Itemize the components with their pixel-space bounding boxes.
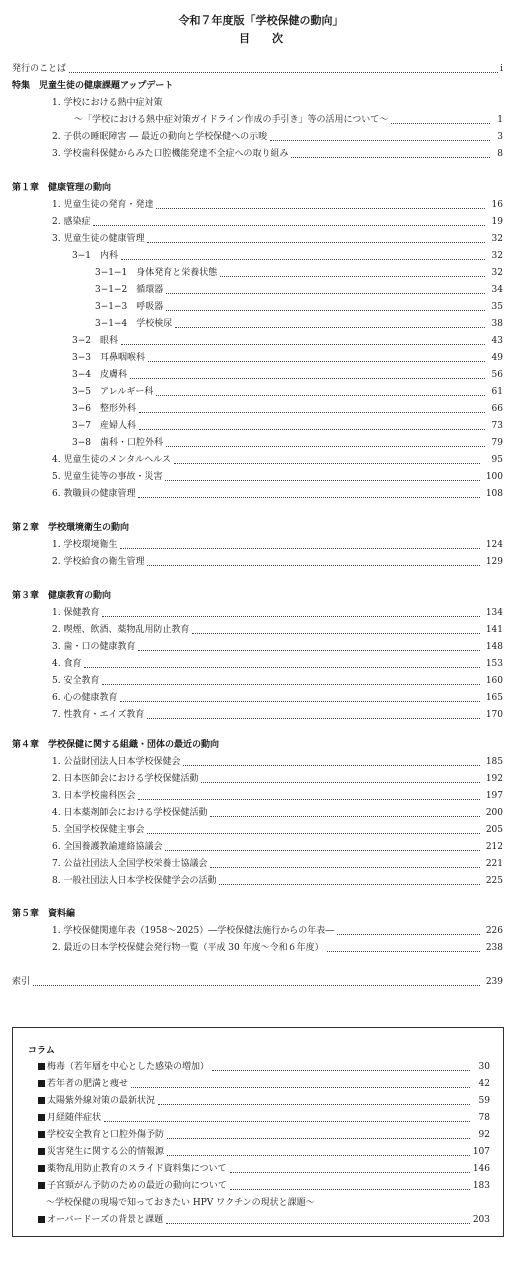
entry-label	[52, 941, 324, 956]
page-number: 16	[491, 200, 503, 210]
page-number: 30	[478, 1062, 490, 1072]
entry-text: 2. 喫煙、飲酒、薬物乱用防止教育	[52, 625, 190, 635]
page-number: 221	[485, 859, 503, 869]
page-number: 79	[491, 438, 503, 448]
dot-leader	[102, 684, 480, 685]
dot-leader	[167, 1138, 470, 1139]
section-row	[0, 589, 522, 604]
entry-label	[72, 351, 145, 366]
toc-row	[0, 436, 522, 451]
entry-text: 3−1 内科	[72, 251, 118, 261]
page-number: i	[500, 64, 503, 74]
column-item	[0, 1128, 522, 1143]
section-heading	[12, 589, 111, 604]
bullet-square-icon	[38, 1165, 45, 1172]
toc-row	[0, 941, 522, 956]
entry-text: 3. 児童生徒の健康管理	[52, 234, 145, 244]
entry-label	[38, 1128, 164, 1143]
dot-leader	[166, 446, 485, 447]
entry-label	[38, 1077, 128, 1092]
page-number: 1	[497, 115, 503, 125]
toc-row	[0, 385, 522, 400]
entry-text: 3. 歯・口の健康教育	[52, 642, 136, 652]
page-number: 38	[491, 319, 503, 329]
entry-label	[52, 772, 198, 787]
entry-label	[38, 1213, 163, 1228]
toc-row	[0, 62, 522, 77]
page-number: 66	[491, 404, 503, 414]
column-item	[0, 1060, 522, 1075]
toc-row	[0, 402, 522, 417]
entry-label	[72, 436, 163, 451]
dot-leader	[69, 72, 498, 73]
toc-row	[0, 772, 522, 787]
page-number: 192	[485, 774, 503, 784]
toc-row	[0, 975, 522, 990]
column-heading: コラム	[28, 1046, 55, 1056]
page-number: 3	[497, 132, 503, 142]
dot-leader	[167, 1155, 470, 1156]
entry-label	[52, 640, 135, 655]
page-number: 19	[491, 217, 503, 227]
section-row	[0, 738, 522, 753]
entry-label	[38, 1179, 227, 1194]
dot-leader	[175, 327, 485, 328]
dot-leader	[230, 1172, 470, 1173]
entry-text: 太陽紫外線対策の最新状況	[47, 1096, 156, 1106]
page-number: 32	[491, 251, 503, 261]
entry-label	[52, 130, 267, 145]
entry-label	[38, 1094, 155, 1109]
toc-row	[0, 249, 522, 264]
page-number: 43	[491, 336, 503, 346]
entry-text: 5. 全国学校保健主事会	[52, 825, 145, 835]
page-number: 153	[485, 659, 503, 669]
dot-leader	[166, 293, 485, 294]
entry-label	[72, 419, 136, 434]
toc-row	[0, 789, 522, 804]
entry-label	[38, 1162, 227, 1177]
toc-row	[0, 823, 522, 838]
page-number: 61	[491, 387, 503, 397]
toc-row	[0, 538, 522, 553]
section-heading	[12, 181, 111, 196]
entry-label	[12, 975, 30, 990]
entry-label	[95, 283, 163, 298]
toc-row	[0, 419, 522, 434]
dot-leader	[183, 765, 480, 766]
toc-row	[0, 147, 522, 162]
dot-leader	[174, 463, 480, 464]
toc-row	[0, 555, 522, 570]
dot-leader	[84, 667, 480, 668]
entry-text: 第２章 学校環境衛生の動向	[12, 523, 130, 533]
page-number: 108	[485, 489, 503, 499]
bullet-square-icon	[38, 1063, 45, 1070]
entry-label	[52, 806, 207, 821]
entry-text: 薬物乱用防止教育のスライド資料集について	[47, 1164, 227, 1174]
entry-text: 3−8 歯科・口腔外科	[72, 438, 163, 448]
dot-leader	[337, 934, 480, 935]
page-number: 239	[485, 977, 503, 987]
dot-leader	[210, 867, 480, 868]
page-number: 8	[497, 149, 503, 159]
entry-text: 3−1−1 身体発育と栄養状態	[95, 268, 218, 278]
dot-leader	[120, 701, 480, 702]
entry-label	[38, 1145, 164, 1160]
toc-row	[0, 351, 522, 366]
page-number: 95	[491, 455, 503, 465]
toc-row	[0, 215, 522, 230]
entry-label	[38, 1060, 209, 1075]
dot-leader	[138, 799, 480, 800]
entry-label	[52, 823, 144, 838]
page-number: 238	[485, 943, 503, 953]
entry-text: 4. 児童生徒のメンタルヘルス	[52, 455, 171, 465]
dot-leader	[147, 718, 480, 719]
dot-leader	[120, 548, 480, 549]
entry-label	[52, 924, 334, 939]
page-number: 78	[478, 1113, 490, 1123]
contents-heading: 目 次	[239, 32, 283, 45]
entry-text: 1. 保健教育	[52, 608, 100, 618]
page-number: 183	[472, 1181, 490, 1191]
entry-text: 索引	[12, 977, 31, 987]
toc-row	[0, 198, 522, 213]
dot-leader	[156, 395, 485, 396]
toc-row	[0, 487, 522, 502]
entry-label	[52, 623, 189, 638]
toc-row	[0, 300, 522, 315]
column-item	[0, 1094, 522, 1109]
entry-text: 〜学校保健の現場で知っておきたい HPV ワクチンの現状と課題〜	[46, 1198, 315, 1208]
entry-text: オーバードーズの背景と課題	[47, 1215, 164, 1225]
entry-label	[52, 215, 90, 230]
entry-text: 学校安全教育と口腔外傷予防	[47, 1130, 165, 1140]
page-number: 35	[491, 302, 503, 312]
dot-leader	[139, 412, 485, 413]
entry-text: 2. 学校給食の衛生管理	[52, 557, 145, 567]
section-heading	[12, 738, 219, 753]
page-number: 92	[478, 1130, 490, 1140]
dot-leader	[130, 378, 485, 379]
page-number: 226	[485, 926, 503, 936]
page-number: 129	[485, 557, 503, 567]
entry-label	[72, 402, 136, 417]
entry-text: 2. 感染症	[52, 217, 91, 227]
dot-leader	[192, 633, 480, 634]
entry-text: 2. 最近の日本学校保健会発行物一覧（平成 30 年度〜令和６年度）	[52, 943, 324, 953]
entry-label	[52, 657, 81, 672]
dot-leader	[131, 1087, 470, 1088]
entry-text: 6. 全国養護教諭連絡協議会	[52, 842, 163, 852]
column-item	[0, 1111, 522, 1126]
entry-label	[52, 840, 162, 855]
entry-label	[52, 487, 135, 502]
page-number: 32	[491, 268, 503, 278]
dot-leader	[158, 1104, 470, 1105]
dot-leader	[138, 497, 480, 498]
toc-row	[0, 755, 522, 770]
toc-row	[0, 130, 522, 145]
entry-label	[74, 113, 388, 128]
toc-row	[0, 606, 522, 621]
toc-row	[0, 283, 522, 298]
dot-leader	[291, 157, 490, 158]
entry-label	[52, 691, 117, 706]
section-row	[0, 907, 522, 922]
entry-label	[52, 674, 99, 689]
column-item	[0, 1077, 522, 1092]
dot-leader	[166, 310, 485, 311]
entry-text: 子宮頸がん予防のための最近の動向について	[47, 1181, 227, 1191]
page-number: 56	[491, 370, 503, 380]
column-item	[0, 1179, 522, 1194]
bullet-square-icon	[38, 1182, 45, 1189]
toc-row	[0, 113, 522, 128]
entry-text: 3−3 耳鼻咽喉科	[72, 353, 145, 363]
dot-leader	[391, 123, 490, 124]
toc-row	[0, 640, 522, 655]
page-number: 141	[485, 625, 503, 635]
toc-row	[0, 266, 522, 281]
entry-label	[95, 300, 163, 315]
entry-label	[52, 453, 171, 468]
entry-label	[12, 62, 66, 77]
entry-text: 1. 学校保健関連年表（1958〜2025）―学校保健法施行からの年表―	[52, 926, 335, 936]
page-number: 203	[472, 1215, 490, 1225]
entry-text: 4. 日本薬剤師会における学校保健活動	[52, 808, 208, 818]
entry-text: 1. 公益財団法人日本学校保健会	[52, 757, 181, 767]
bullet-square-icon	[38, 1114, 45, 1121]
column-item	[0, 1162, 522, 1177]
column-item	[0, 1213, 522, 1228]
entry-text: 特集 児童生徒の健康課題アップデート	[12, 81, 174, 91]
dot-leader	[139, 429, 485, 430]
dot-leader	[165, 480, 480, 481]
entry-label	[72, 334, 118, 349]
entry-text: 月経随伴症状	[47, 1113, 102, 1123]
entry-label	[52, 708, 144, 723]
toc-row	[0, 334, 522, 349]
document-title: 令和７年度版「学校保健の動向」	[178, 14, 344, 27]
page-number: 165	[485, 693, 503, 703]
dot-leader	[270, 140, 490, 141]
page-number: 146	[472, 1164, 490, 1174]
entry-label	[38, 1111, 101, 1126]
entry-label	[72, 249, 118, 264]
page-number: 124	[485, 540, 503, 550]
page-number: 49	[491, 353, 503, 363]
entry-text: 1. 学校における熱中症対策	[52, 98, 163, 108]
entry-text: 5. 安全教育	[52, 676, 100, 686]
page-number: 225	[485, 876, 503, 886]
toc-row	[0, 924, 522, 939]
entry-label	[72, 385, 153, 400]
dot-leader	[212, 1070, 470, 1071]
entry-text: 若年者の肥満と痩せ	[47, 1079, 129, 1089]
dot-leader	[219, 884, 480, 885]
page-number: 73	[491, 421, 503, 431]
dot-leader	[33, 985, 480, 986]
entry-text: 3−4 皮膚科	[72, 370, 127, 380]
page-number: 107	[472, 1147, 490, 1157]
entry-text: 7. 性教育・エイズ教育	[52, 710, 145, 720]
page-number: 212	[485, 842, 503, 852]
entry-text: 3−2 眼科	[72, 336, 118, 346]
toc-row	[0, 317, 522, 332]
dot-leader	[201, 782, 480, 783]
page-number: 59	[478, 1096, 490, 1106]
section-heading	[12, 79, 173, 94]
entry-text: 〜「学校における熱中症対策ガイドライン作成の手引き」等の活用について〜	[74, 115, 389, 125]
entry-text: 5. 児童生徒等の事故・災害	[52, 472, 163, 482]
entry-label	[52, 470, 162, 485]
dot-leader	[104, 1121, 470, 1122]
dot-leader	[220, 276, 485, 277]
bullet-square-icon	[38, 1148, 45, 1155]
page-number: 148	[485, 642, 503, 652]
toc-row	[0, 232, 522, 247]
dot-leader	[327, 951, 480, 952]
entry-text: 第３章 健康教育の動向	[12, 591, 112, 601]
entry-text: 第１章 健康管理の動向	[12, 183, 112, 193]
page-number: 42	[478, 1079, 490, 1089]
bullet-square-icon	[38, 1131, 45, 1138]
page-number: 160	[485, 676, 503, 686]
entry-text: 1. 児童生徒の発育・発達	[52, 200, 154, 210]
dot-leader	[210, 816, 480, 817]
toc-row	[0, 96, 522, 111]
section-row	[0, 521, 522, 536]
page-number: 100	[485, 472, 503, 482]
entry-label	[52, 755, 180, 770]
dot-leader	[156, 208, 485, 209]
page-number: 32	[491, 234, 503, 244]
entry-text: 4. 食育	[52, 659, 82, 669]
page-number: 197	[485, 791, 503, 801]
toc-row	[0, 840, 522, 855]
toc-row	[0, 623, 522, 638]
section-heading	[12, 907, 75, 922]
bullet-square-icon	[38, 1080, 45, 1087]
entry-text: 梅毒（若年層を中心とした感染の増加）	[47, 1062, 210, 1072]
column-item	[0, 1196, 522, 1211]
toc-row	[0, 674, 522, 689]
entry-label	[52, 874, 216, 889]
entry-text: 3−1−2 循環器	[95, 285, 164, 295]
entry-label	[52, 789, 135, 804]
entry-text: 発行のことば	[12, 64, 67, 74]
page-number: 170	[485, 710, 503, 720]
entry-text: 6. 心の健康教育	[52, 693, 118, 703]
entry-label	[52, 147, 288, 162]
entry-label	[52, 555, 144, 570]
entry-text: 2. 子供の睡眠障害 ― 最近の動向と学校保健への示唆	[52, 132, 268, 142]
toc-row	[0, 857, 522, 872]
page-number: 134	[485, 608, 503, 618]
page-number: 185	[485, 757, 503, 767]
entry-label	[52, 96, 162, 111]
dot-leader	[147, 833, 480, 834]
toc-row	[0, 657, 522, 672]
dot-leader	[148, 361, 485, 362]
dot-leader	[121, 259, 485, 260]
entry-label	[95, 266, 217, 281]
entry-label	[95, 317, 172, 332]
entry-text: 3−7 産婦人科	[72, 421, 136, 431]
page-number: 205	[485, 825, 503, 835]
dot-leader	[138, 650, 480, 651]
page-number: 200	[485, 808, 503, 818]
page-number: 34	[491, 285, 503, 295]
dot-leader	[166, 1223, 470, 1224]
dot-leader	[102, 616, 480, 617]
entry-label	[46, 1196, 315, 1211]
dot-leader	[121, 344, 485, 345]
entry-text: 災害発生に関する公的情報源	[47, 1147, 165, 1157]
entry-text: 3−1−4 学校検尿	[95, 319, 173, 329]
entry-label	[52, 606, 99, 621]
entry-text: 6. 教職員の健康管理	[52, 489, 136, 499]
entry-label	[52, 857, 207, 872]
entry-text: 7. 公益社団法人全国学校栄養士協議会	[52, 859, 208, 869]
dot-leader	[230, 1189, 470, 1190]
entry-label	[52, 232, 144, 247]
entry-text: 2. 日本医師会における学校保健活動	[52, 774, 199, 784]
dot-leader	[93, 225, 485, 226]
entry-label	[52, 538, 117, 553]
section-heading	[12, 521, 129, 536]
dot-leader	[165, 850, 480, 851]
entry-text: 3. 日本学校歯科医会	[52, 791, 136, 801]
entry-text: 3. 学校歯科保健からみた口腔機能発達不全症への取り組み	[52, 149, 289, 159]
entry-label	[52, 198, 153, 213]
bullet-square-icon	[38, 1097, 45, 1104]
section-row	[0, 181, 522, 196]
toc-row	[0, 691, 522, 706]
entry-text: 8. 一般社団法人日本学校保健学会の活動	[52, 876, 217, 886]
dot-leader	[147, 565, 480, 566]
toc-row	[0, 806, 522, 821]
dot-leader	[147, 242, 485, 243]
entry-text: 第５章 資料編	[12, 909, 76, 919]
toc-row	[0, 470, 522, 485]
toc-row	[0, 453, 522, 468]
entry-label	[72, 368, 127, 383]
toc-row	[0, 708, 522, 723]
bullet-square-icon	[38, 1216, 45, 1223]
entry-text: 3−6 整形外科	[72, 404, 136, 414]
toc-row	[0, 368, 522, 383]
column-item	[0, 1145, 522, 1160]
entry-text: 第４章 学校保健に関する組織・団体の最近の動向	[12, 740, 220, 750]
toc-row	[0, 874, 522, 889]
entry-text: 3−1−3 呼吸器	[95, 302, 164, 312]
entry-text: 3−5 アレルギー科	[72, 387, 154, 397]
entry-text: 1. 学校環境衛生	[52, 540, 118, 550]
section-row	[0, 79, 522, 94]
